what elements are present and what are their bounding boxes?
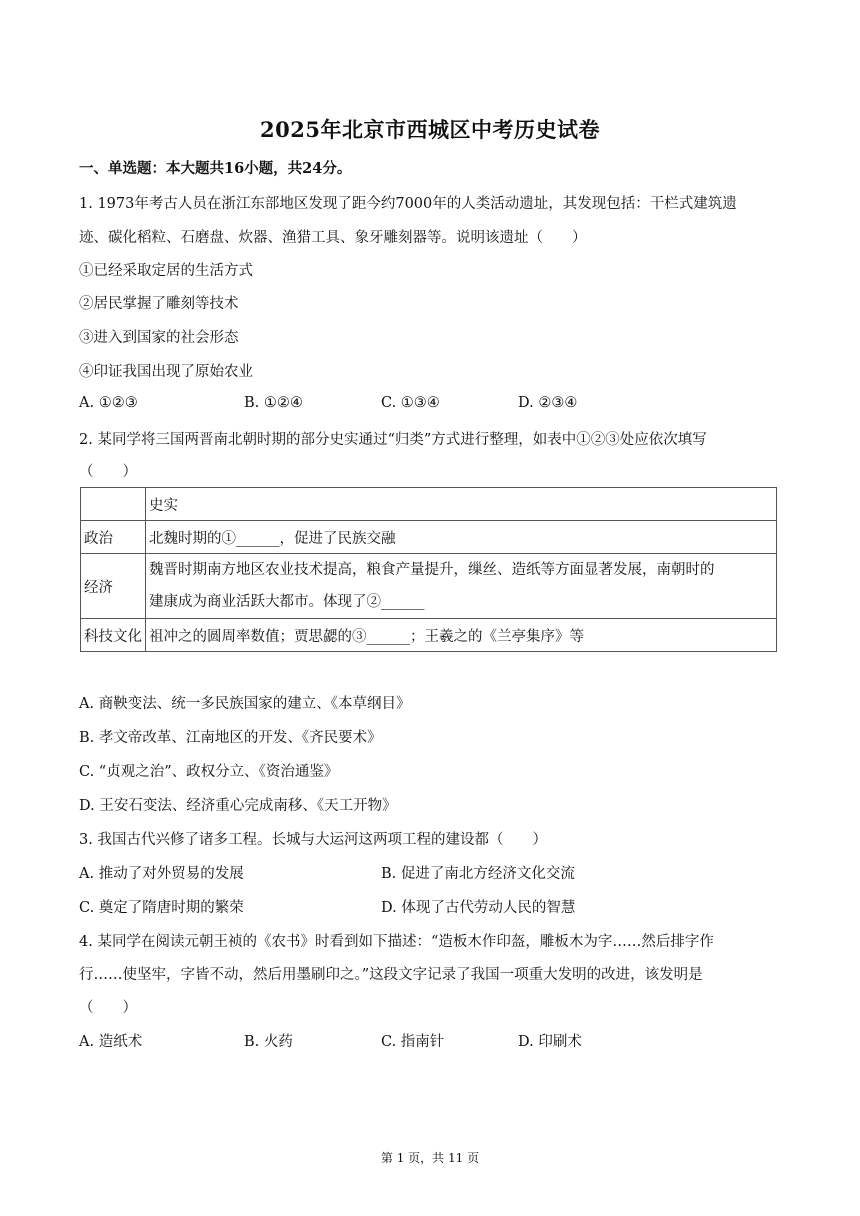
q3-stem: 3. 我国古代兴修了诸多工程。长城与大运河这两项工程的建设都（ ） — [79, 832, 547, 848]
q4-option-d[interactable]: D. 印刷术 — [518, 1034, 582, 1050]
q1-option-a[interactable]: A. ①②③ — [79, 395, 138, 411]
table-row — [81, 619, 777, 652]
table-header-row — [81, 488, 777, 521]
q2-option-a[interactable]: A. 商鞅变法、统一多民族国家的建立、《本草纲目》 — [79, 696, 411, 712]
q2-option-b[interactable]: B. 孝文帝改革、江南地区的开发、《齐民要术》 — [79, 730, 382, 746]
q1-item: ④印证我国出现了原始农业 — [79, 364, 253, 380]
exam-title: 2025年北京市西城区中考历史试卷 — [260, 117, 600, 142]
q2-option-d[interactable]: D. 王安石变法、经济重心完成南移、《天工开物》 — [79, 798, 397, 814]
table-row-content: 祖冲之的圆周率数值；贾思勰的③______；王羲之的《兰亭集序》等 — [146, 619, 777, 652]
q4-option-c[interactable]: C. 指南针 — [381, 1034, 445, 1050]
q3-option-b[interactable]: B. 促进了南北方经济文化交流 — [381, 866, 575, 882]
q3-option-c[interactable]: C. 奠定了隋唐时期的繁荣 — [79, 900, 244, 916]
q4-stem-line3: （ ） — [79, 1000, 137, 1016]
section-heading: 一、单选题：本大题共16小题，共24分。 — [79, 160, 352, 177]
q1-item: ②居民掌握了雕刻等技术 — [79, 296, 239, 312]
table-row-label: 科技文化 — [81, 619, 146, 652]
q1-item: ①已经采取定居的生活方式 — [79, 263, 253, 279]
q1-item: ③进入到国家的社会形态 — [79, 330, 239, 346]
q3-option-a[interactable]: A. 推动了对外贸易的发展 — [79, 866, 244, 882]
q4-option-a[interactable]: A. 造纸术 — [79, 1034, 143, 1050]
q4-stem-line2: 行……使坚牢，字皆不动，然后用墨刷印之。”这段文字记录了我国一项重大发明的改进，该发明是 — [79, 967, 703, 983]
table-row — [81, 521, 777, 554]
table-row-label: 政治 — [81, 521, 146, 554]
table-row-label: 经济 — [81, 554, 146, 619]
table-header-cell: 史实 — [146, 488, 777, 521]
table-row — [81, 554, 777, 619]
table-row-content — [146, 554, 777, 619]
table-row-content-line: 魏晋时期南方地区农业技术提高，粮食产量提升，缫丝、造纸等方面显著发展，南朝时的 — [149, 562, 715, 578]
q4-stem-line1: 4. 某同学在阅读元朝王祯的《农书》时看到如下描述：“造板木作印盔，雕板木为字……然后排字作 — [79, 934, 714, 950]
table-row-content-line: 建康成为商业活跃大都市。体现了②______ — [149, 594, 425, 610]
q1-stem-line2: 迹、碳化稻粒、石磨盘、炊器、渔猎工具、象牙雕刻器等。说明该遗址（ ） — [79, 230, 587, 246]
table-header-cell — [81, 488, 146, 521]
q1-stem-line1: 1. 1973年考古人员在浙江东部地区发现了距今约7000年的人类活动遗址，其发现包括：干栏式建筑遗 — [79, 196, 737, 212]
q1-option-d[interactable]: D. ②③④ — [518, 395, 578, 411]
page-footer: 第 1 页，共 11 页 — [380, 1151, 480, 1165]
q2-option-c[interactable]: C. “贞观之治”、政权分立、《资治通鉴》 — [79, 764, 339, 780]
history-table — [80, 487, 777, 652]
q2-stem-line2: （ ） — [79, 464, 137, 480]
table-row-content: 北魏时期的①______，促进了民族交融 — [146, 521, 777, 554]
q2-stem-line1: 2. 某同学将三国两晋南北朝时期的部分史实通过“归类”方式进行整理，如表中①②③处应依次填写 — [79, 432, 707, 448]
q1-option-b[interactable]: B. ①②④ — [244, 395, 303, 411]
q1-option-c[interactable]: C. ①③④ — [381, 395, 440, 411]
q4-option-b[interactable]: B. 火药 — [244, 1034, 293, 1050]
q3-option-d[interactable]: D. 体现了古代劳动人民的智慧 — [381, 900, 576, 916]
